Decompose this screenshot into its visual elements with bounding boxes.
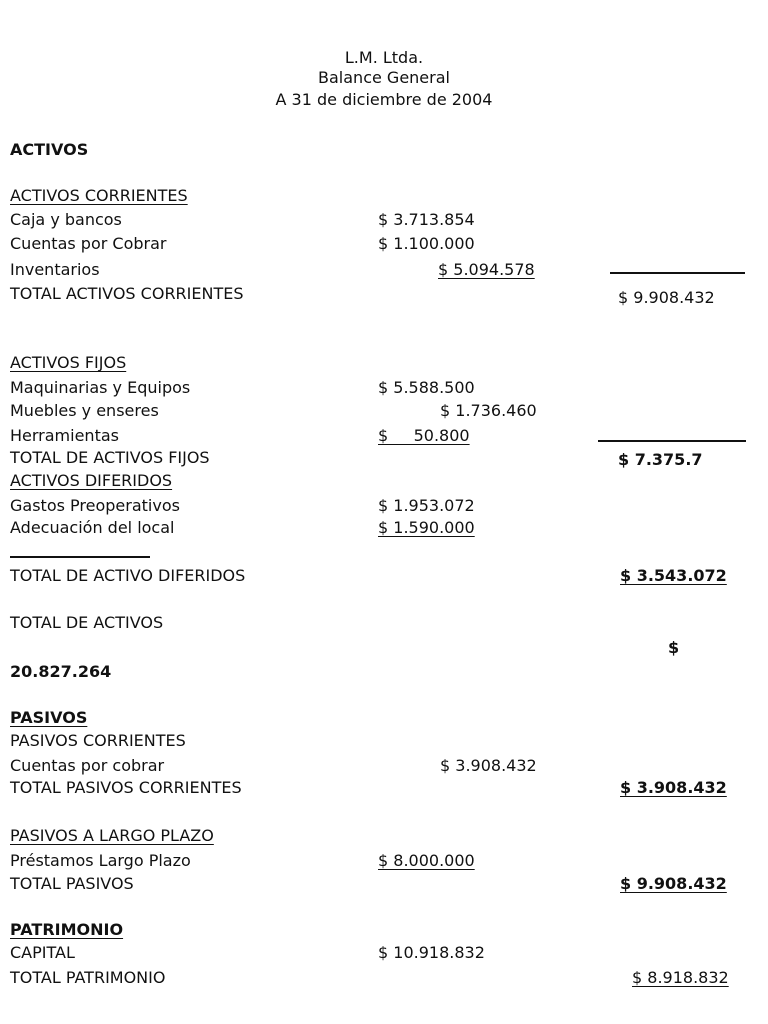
document-title: Balance General xyxy=(318,68,450,87)
line-item-value: $ 3.908.432 xyxy=(440,756,537,775)
subtotal-label: TOTAL ACTIVOS CORRIENTES xyxy=(10,284,244,303)
total-value-activos: 20.827.264 xyxy=(10,662,112,681)
subtotal-label: TOTAL PASIVOS CORRIENTES xyxy=(10,778,242,797)
line-item-value: $ 1.953.072 xyxy=(378,496,475,515)
subtotal-value: $ 9.908.432 xyxy=(618,288,715,307)
subsection-heading-activos-corrientes: ACTIVOS CORRIENTES xyxy=(10,186,188,205)
subtotal-rule xyxy=(10,556,150,558)
line-item-label: Cuentas por Cobrar xyxy=(10,234,167,253)
subtotal-value: $ 3.543.072 xyxy=(620,566,727,585)
line-item-label: Muebles y enseres xyxy=(10,401,159,420)
subsection-heading-pasivos-corrientes: PASIVOS CORRIENTES xyxy=(10,731,186,750)
line-item-label: Inventarios xyxy=(10,260,100,279)
line-item-label: Adecuación del local xyxy=(10,518,175,537)
company-name: L.M. Ltda. xyxy=(344,48,424,67)
total-currency-symbol: $ xyxy=(668,638,680,657)
document-date: A 31 de diciembre de 2004 xyxy=(275,90,493,109)
line-item-label: Maquinarias y Equipos xyxy=(10,378,191,397)
line-item-label: Herramientas xyxy=(10,426,119,445)
line-item-value: $ 3.713.854 xyxy=(378,210,475,229)
section-heading-patrimonio: PATRIMONIO xyxy=(10,920,124,939)
subsection-heading-activos-fijos: ACTIVOS FIJOS xyxy=(10,353,127,372)
section-heading-pasivos: PASIVOS xyxy=(10,708,88,727)
line-item-value: $ 5.588.500 xyxy=(378,378,475,397)
total-value-patrimonio: $ 8.918.832 xyxy=(632,968,729,987)
subtotal-value: $ 3.908.432 xyxy=(620,778,727,797)
line-item-value: $ 1.590.000 xyxy=(378,518,475,537)
total-label-patrimonio: TOTAL PATRIMONIO xyxy=(10,968,166,987)
subsection-heading-activos-diferidos: ACTIVOS DIFERIDOS xyxy=(10,471,173,490)
subtotal-label: TOTAL DE ACTIVO DIFERIDOS xyxy=(10,566,246,585)
line-item-value: $ 50.800 xyxy=(378,426,470,445)
total-label-pasivos: TOTAL PASIVOS xyxy=(10,874,134,893)
subtotal-rule xyxy=(610,272,745,274)
subtotal-rule xyxy=(598,440,746,442)
line-item-value: $ 10.918.832 xyxy=(378,943,485,962)
line-item-label: Gastos Preoperativos xyxy=(10,496,180,515)
line-item-value: $ 5.094.578 xyxy=(438,260,535,279)
line-item-value: $ 1.736.460 xyxy=(440,401,537,420)
total-label-activos: TOTAL DE ACTIVOS xyxy=(10,613,164,632)
total-value-pasivos: $ 9.908.432 xyxy=(620,874,727,893)
subtotal-value: $ 7.375.7 xyxy=(618,450,703,469)
line-item-label: Cuentas por cobrar xyxy=(10,756,165,775)
line-item-value: $ 1.100.000 xyxy=(378,234,475,253)
subtotal-label: TOTAL DE ACTIVOS FIJOS xyxy=(10,448,210,467)
line-item-value: $ 8.000.000 xyxy=(378,851,475,870)
line-item-label: Préstamos Largo Plazo xyxy=(10,851,191,870)
line-item-label: Caja y bancos xyxy=(10,210,122,229)
line-item-label: CAPITAL xyxy=(10,943,75,962)
section-heading-activos: ACTIVOS xyxy=(10,140,89,159)
subsection-heading-pasivos-largo-plazo: PASIVOS A LARGO PLAZO xyxy=(10,826,214,845)
